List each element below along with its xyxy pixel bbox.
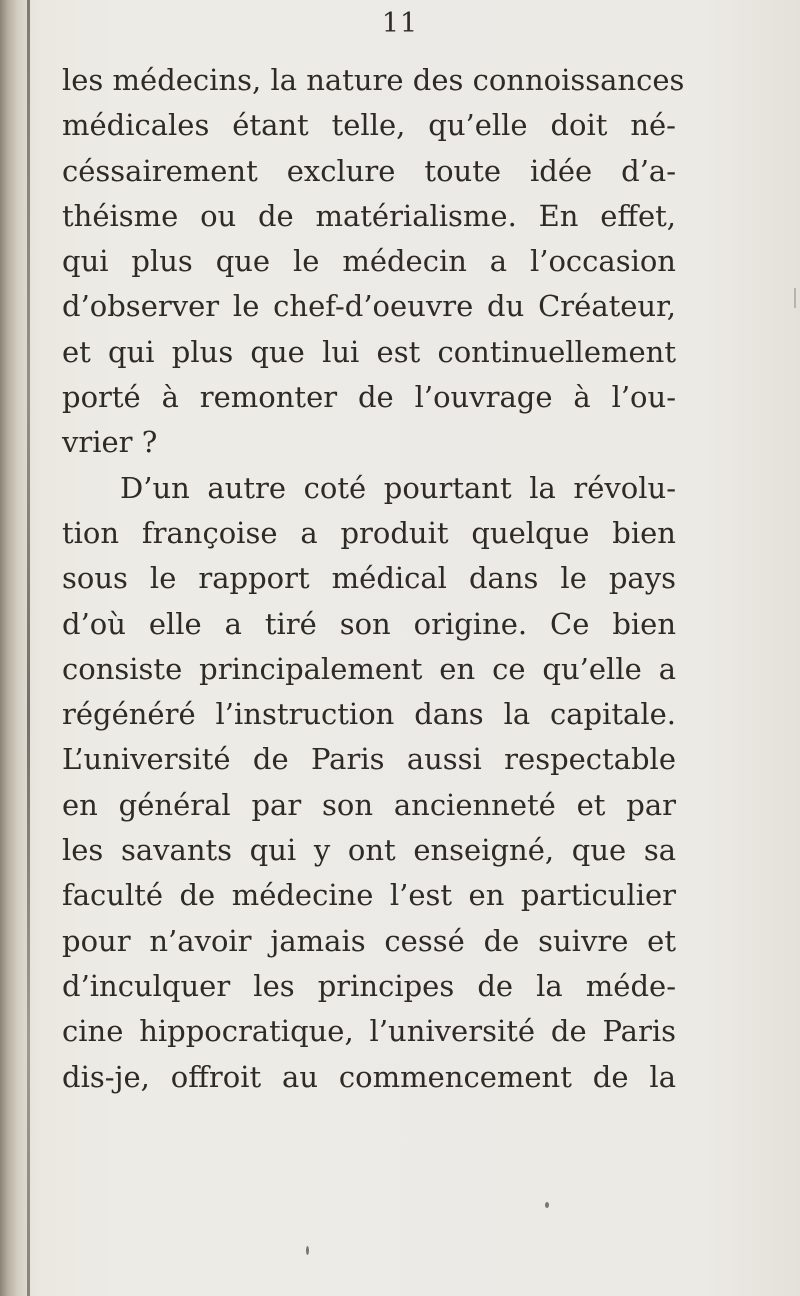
page-text [62,58,685,1100]
text-line: L’université de Paris aussi respectable [62,742,676,777]
text-line: faculté de médecine l’est en particulier [62,878,676,913]
text-line: tion françoise a produit quelque bien [62,515,676,550]
text-line: consiste principalement en ce qu’elle a [62,651,676,686]
text-line: sous le rapport médical dans le pays [62,561,676,596]
ink-speck [306,1246,309,1255]
text-line: céssairement exclure toute idée d’a- [62,153,676,188]
ink-speck [545,1202,549,1208]
text-line: théisme ou de matérialisme. En effet, [62,198,676,233]
text-line: cine hippocratique, l’université de Paris [62,1014,676,1049]
text-line: porté à remonter de l’ouvrage à l’ou- [62,380,676,415]
text-line: et qui plus que lui est continuellement [62,334,676,369]
text-line: régénéré l’instruction dans la capitale. [62,697,676,732]
page-number: 11 [381,8,419,39]
text-line: en général par son ancienneté et par [62,787,676,822]
text-line: dis-je, offroit au commencement de la [62,1059,676,1094]
text-line: d’observer le chef-d’oeuvre du Créateur, [62,289,676,324]
binding-edge [27,0,30,1296]
text-line: pour n’avoir jamais cessé de suivre et [62,923,676,958]
text-line: d’inculquer les principes de la méde- [62,968,676,1003]
text-line: les médecins, la nature des connoissances [62,63,685,97]
text-line: médicales étant telle, qu’elle doit né- [62,108,676,143]
text-line: les savants qui y ont enseigné, que sa [62,833,676,868]
page-binding-shadow [0,0,30,1296]
text-line: vrier ? [62,425,158,460]
text-line: qui plus que le médecin a l’occasion [62,244,676,279]
text-line: d’où elle a tiré son origine. Ce bien [62,606,676,641]
text-line: D’un autre coté pourtant la révolu- [120,470,676,505]
paper-edge-mark [794,288,796,308]
